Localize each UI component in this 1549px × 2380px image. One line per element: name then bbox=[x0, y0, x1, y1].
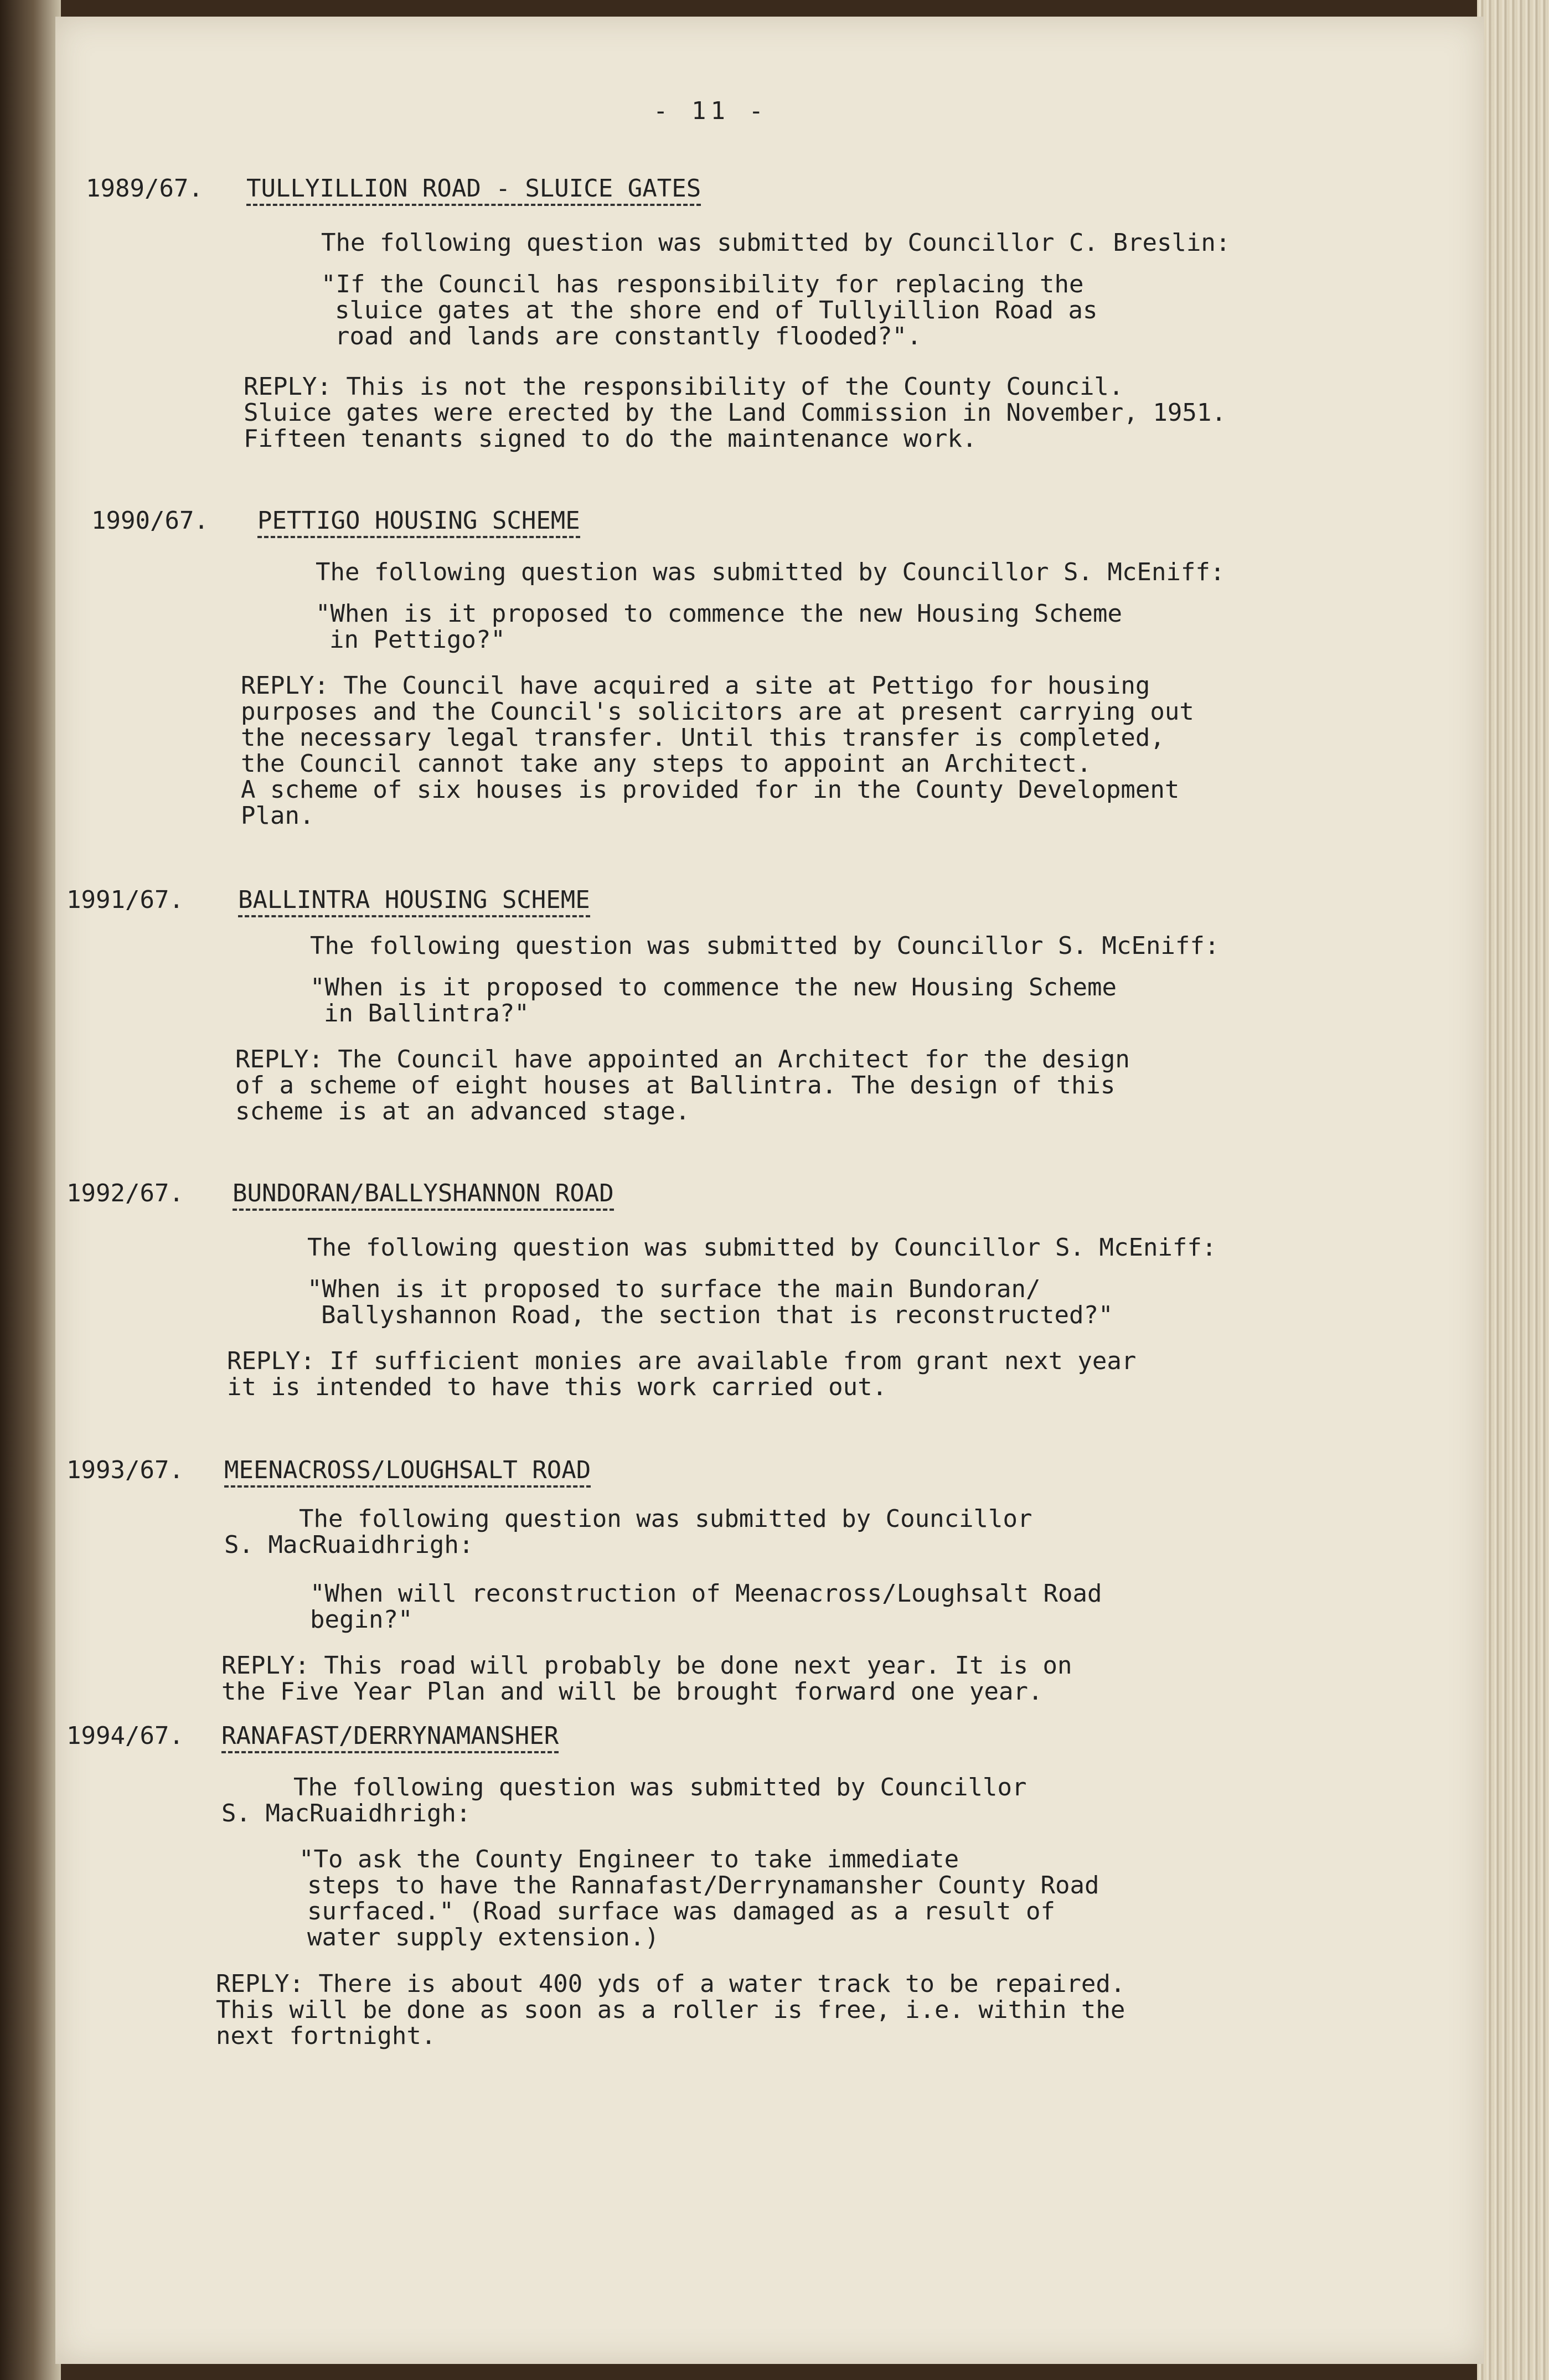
minute-number: 1989/67. bbox=[86, 174, 203, 203]
reply-text: of a scheme of eight houses at Ballintra. The design of this bbox=[235, 1071, 1116, 1099]
minute-title: RANAFAST/DERRYNAMANSHER bbox=[221, 1722, 559, 1753]
reply-text: the Council cannot take any steps to appoint an Architect. bbox=[241, 750, 1092, 778]
question-text: road and lands are constantly flooded?". bbox=[335, 322, 922, 350]
question-intro: The following question was submitted by Councillor S. McEniff: bbox=[316, 558, 1225, 586]
question-text: "If the Council has responsibility for replacing the bbox=[321, 270, 1084, 298]
reply-text: the Five Year Plan and will be brought forward one year. bbox=[221, 1677, 1043, 1706]
minute-title: BUNDORAN/BALLYSHANNON ROAD bbox=[233, 1179, 614, 1211]
question-text: water supply extension.) bbox=[307, 1923, 659, 1952]
reply-text: This will be done as soon as a roller is free, i.e. within the bbox=[216, 1996, 1125, 2024]
question-text: in Pettigo?" bbox=[329, 626, 505, 654]
question-intro: S. MacRuaidhrigh: bbox=[224, 1531, 474, 1559]
page-number: - 11 - bbox=[653, 97, 768, 125]
question-text: in Ballintra?" bbox=[324, 999, 529, 1028]
reply-text: Sluice gates were erected by the Land Commission in November, 1951. bbox=[244, 399, 1226, 427]
minute-number: 1990/67. bbox=[91, 507, 209, 535]
question-text: surfaced." (Road surface was damaged as a result of bbox=[307, 1897, 1056, 1925]
question-intro: S. MacRuaidhrigh: bbox=[221, 1799, 471, 1827]
question-intro: The following question was submitted by Councillor C. Breslin: bbox=[321, 229, 1231, 257]
minute-title: PETTIGO HOUSING SCHEME bbox=[257, 507, 580, 538]
reply-text: REPLY: The Council have acquired a site at Pettigo for housing bbox=[241, 672, 1150, 700]
question-text: "To ask the County Engineer to take immediate bbox=[299, 1845, 959, 1873]
reply-text: REPLY: There is about 400 yds of a water track to be repaired. bbox=[216, 1970, 1125, 1998]
minute-number: 1992/67. bbox=[66, 1179, 184, 1207]
question-text: steps to have the Rannafast/Derrynamansher County Road bbox=[307, 1871, 1099, 1899]
question-intro: The following question was submitted by Councillor S. McEniff: bbox=[307, 1233, 1217, 1262]
minute-title: MEENACROSS/LOUGHSALT ROAD bbox=[224, 1456, 591, 1488]
minute-title: BALLINTRA HOUSING SCHEME bbox=[238, 886, 590, 917]
reply-text: purposes and the Council's solicitors are at present carrying out bbox=[241, 698, 1194, 726]
reply-text: REPLY: If sufficient monies are available from grant next year bbox=[227, 1347, 1137, 1375]
question-text: "When will reconstruction of Meenacross/Loughsalt Road bbox=[310, 1579, 1102, 1608]
question-text: "When is it proposed to surface the main Bundoran/ bbox=[307, 1275, 1041, 1303]
reply-text: the necessary legal transfer. Until this transfer is completed, bbox=[241, 724, 1165, 752]
question-text: sluice gates at the shore end of Tullyillion Road as bbox=[335, 296, 1098, 324]
question-intro: The following question was submitted by Councillor bbox=[293, 1773, 1027, 1801]
reply-text: A scheme of six houses is provided for in the County Development bbox=[241, 776, 1180, 804]
question-intro: The following question was submitted by Councillor bbox=[299, 1505, 1032, 1533]
minute-number: 1991/67. bbox=[66, 886, 184, 914]
minute-number: 1994/67. bbox=[66, 1722, 184, 1750]
question-text: "When is it proposed to commence the new Housing Scheme bbox=[310, 973, 1117, 1001]
reply-text: Fifteen tenants signed to do the maintenance work. bbox=[244, 425, 977, 453]
reply-text: scheme is at an advanced stage. bbox=[235, 1097, 690, 1126]
reply-text: next fortnight. bbox=[216, 2022, 436, 2050]
reply-text: Plan. bbox=[241, 802, 314, 830]
reply-text: REPLY: This is not the responsibility of the County Council. bbox=[244, 373, 1124, 401]
reply-text: REPLY: The Council have appointed an Architect for the design bbox=[235, 1045, 1130, 1073]
question-text: "When is it proposed to commence the new Housing Scheme bbox=[316, 600, 1122, 628]
document-page bbox=[55, 17, 1484, 2364]
question-intro: The following question was submitted by Councillor S. McEniff: bbox=[310, 932, 1220, 960]
question-text: Ballyshannon Road, the section that is reconstructed?" bbox=[321, 1301, 1113, 1329]
minute-title: TULLYILLION ROAD - SLUICE GATES bbox=[246, 174, 701, 206]
reply-text: it is intended to have this work carried out. bbox=[227, 1373, 887, 1401]
book-binding bbox=[0, 0, 61, 2380]
question-text: begin?" bbox=[310, 1605, 413, 1634]
page-edges bbox=[1477, 0, 1549, 2380]
reply-text: REPLY: This road will probably be done next year. It is on bbox=[221, 1651, 1072, 1680]
minute-number: 1993/67. bbox=[66, 1456, 184, 1484]
